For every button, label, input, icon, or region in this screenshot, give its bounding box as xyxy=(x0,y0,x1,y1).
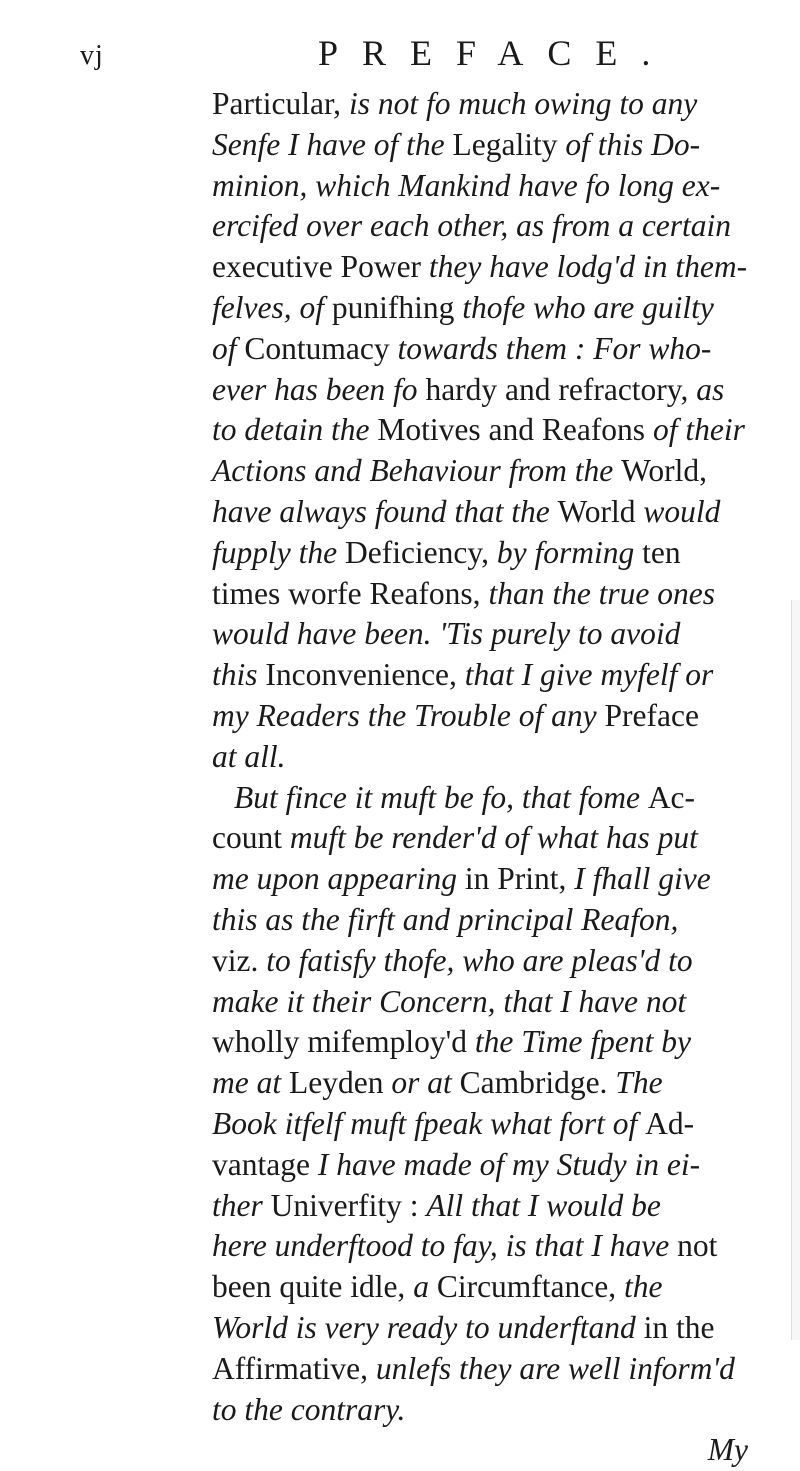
italic-text: Actions and Behaviour from the xyxy=(212,453,622,489)
italic-text: ercifed over each other, as from a certain xyxy=(212,208,732,244)
text-line xyxy=(212,737,772,778)
roman-text: Leyden xyxy=(288,1065,392,1101)
text-line xyxy=(212,1267,772,1308)
text-line xyxy=(212,941,772,982)
roman-text: wholly mifemploy'd xyxy=(212,1024,475,1060)
text-line xyxy=(212,370,772,411)
italic-text: Book itfelf muft fpeak what fort of xyxy=(212,1105,646,1141)
roman-text: Ac- xyxy=(647,779,696,815)
italic-text: unlefs they are well inform'd xyxy=(375,1350,735,1386)
italic-text: But fince it muft be fo, that fome xyxy=(234,779,648,815)
italic-text: I have made of my Study in ei- xyxy=(317,1146,701,1182)
roman-text: times worfe Reafons, xyxy=(212,575,489,611)
italic-text: by forming xyxy=(496,534,643,570)
italic-text: of their xyxy=(652,412,745,448)
italic-text: this xyxy=(212,657,266,693)
italic-text: All that I would be xyxy=(426,1187,661,1223)
text-line xyxy=(212,655,772,696)
text-line xyxy=(212,288,772,329)
italic-text: thofe who are guilty xyxy=(462,289,714,325)
italic-text: the Time fpent by xyxy=(474,1024,691,1060)
page-number: vj xyxy=(80,40,104,71)
text-line xyxy=(212,982,772,1023)
italic-text: my Readers the Trouble of any xyxy=(212,697,605,733)
roman-text: World, xyxy=(621,453,707,489)
roman-text: Legality xyxy=(452,126,566,162)
text-line xyxy=(212,1104,772,1145)
roman-text: Inconvenience, xyxy=(265,657,465,693)
roman-text: Circumftance, xyxy=(436,1269,624,1305)
text-line xyxy=(212,818,772,859)
roman-text: vantage xyxy=(212,1146,318,1182)
roman-text: Particular, xyxy=(212,86,349,121)
italic-text: a xyxy=(413,1269,437,1305)
italic-text: ever has been fo xyxy=(212,371,426,407)
text-line xyxy=(212,492,772,533)
italic-text: this as the firft and principal Reafon, xyxy=(212,901,679,937)
italic-text: at all. xyxy=(212,738,286,774)
italic-text: felves, of xyxy=(212,289,332,325)
italic-text: as xyxy=(696,371,725,407)
roman-text: count xyxy=(212,820,290,856)
italic-text: to detain the xyxy=(212,412,378,448)
text-line xyxy=(212,614,772,655)
italic-text: is not fo much owing to any xyxy=(348,86,698,121)
italic-text: to the contrary. xyxy=(212,1391,406,1427)
roman-text: punifhing xyxy=(331,289,463,325)
italic-text: towards them : For who- xyxy=(397,330,712,366)
roman-text: Motives and Reafons xyxy=(377,412,653,448)
text-line xyxy=(212,247,772,288)
roman-text: in Print, xyxy=(464,861,575,897)
roman-text: Cambridge. xyxy=(459,1065,616,1101)
text-line xyxy=(212,206,772,247)
roman-text: Affirmative, xyxy=(212,1350,376,1386)
text-line xyxy=(212,778,772,819)
italic-text: of this Do- xyxy=(565,126,701,162)
text-line xyxy=(212,1186,772,1227)
roman-text: been quite idle, xyxy=(212,1269,414,1305)
text-line xyxy=(212,859,772,900)
italic-text: have always found that the xyxy=(212,493,558,529)
italic-text: would have been. 'Tis purely to avoid xyxy=(212,616,681,652)
text-line xyxy=(212,1022,772,1063)
roman-text: Ad- xyxy=(645,1105,695,1141)
text-line xyxy=(212,696,772,737)
roman-text: Deficiency, xyxy=(344,534,497,570)
roman-text: in the xyxy=(643,1309,715,1345)
italic-text: me upon appearing xyxy=(212,861,465,897)
italic-text: the xyxy=(623,1269,663,1305)
italic-text: here underftood to fay, is that I have xyxy=(212,1228,678,1264)
text-line xyxy=(212,1308,772,1349)
text-line xyxy=(212,1145,772,1186)
text-line xyxy=(212,1349,772,1390)
body-text xyxy=(212,84,772,1471)
italic-text: that I give myfelf or xyxy=(464,657,714,693)
text-line xyxy=(212,84,772,125)
italic-text: fupply the xyxy=(212,534,345,570)
roman-text: Univerfity : xyxy=(270,1187,427,1223)
text-line xyxy=(212,1390,772,1431)
italic-text: me at xyxy=(212,1065,289,1101)
italic-text: or at xyxy=(391,1065,460,1101)
italic-text: World is very ready to underftand xyxy=(212,1309,644,1345)
roman-text: executive Power xyxy=(212,249,429,285)
italic-text: of xyxy=(212,330,245,366)
text-line xyxy=(212,1063,772,1104)
page-edge-shadow xyxy=(791,600,800,1340)
italic-text: ther xyxy=(212,1187,271,1223)
italic-text: to fatisfy thofe, who are pleas'd to xyxy=(266,942,693,978)
roman-text: Contumacy xyxy=(244,330,398,366)
italic-text: Senfe I have of the xyxy=(212,126,453,162)
roman-text: viz. xyxy=(212,942,267,978)
text-line xyxy=(212,1226,772,1267)
text-line xyxy=(212,166,772,207)
text-line xyxy=(212,533,772,574)
roman-text: World xyxy=(557,493,644,529)
text-line xyxy=(212,329,772,370)
italic-text: minion, which Mankind have fo long ex- xyxy=(212,167,721,203)
text-line xyxy=(212,574,772,615)
text-line xyxy=(212,451,772,492)
italic-text: The xyxy=(615,1065,663,1101)
italic-text: than the true ones xyxy=(488,575,716,611)
italic-text: muft be render'd of what has put xyxy=(289,820,698,856)
catchword: My xyxy=(707,1432,748,1468)
italic-text: make it their Concern, that I have not xyxy=(212,983,687,1019)
text-line xyxy=(212,125,772,166)
roman-text: hardy and refractory, xyxy=(425,371,697,407)
roman-text: not xyxy=(677,1228,718,1264)
roman-text: ten xyxy=(642,534,681,570)
italic-text: I fhall give xyxy=(574,861,711,897)
roman-text: Preface xyxy=(604,697,699,733)
text-line xyxy=(212,900,772,941)
italic-text: they have lodg'd in them- xyxy=(428,249,748,285)
running-head: PREFACE. xyxy=(318,33,675,73)
italic-text: would xyxy=(643,493,721,529)
text-line xyxy=(212,410,772,451)
